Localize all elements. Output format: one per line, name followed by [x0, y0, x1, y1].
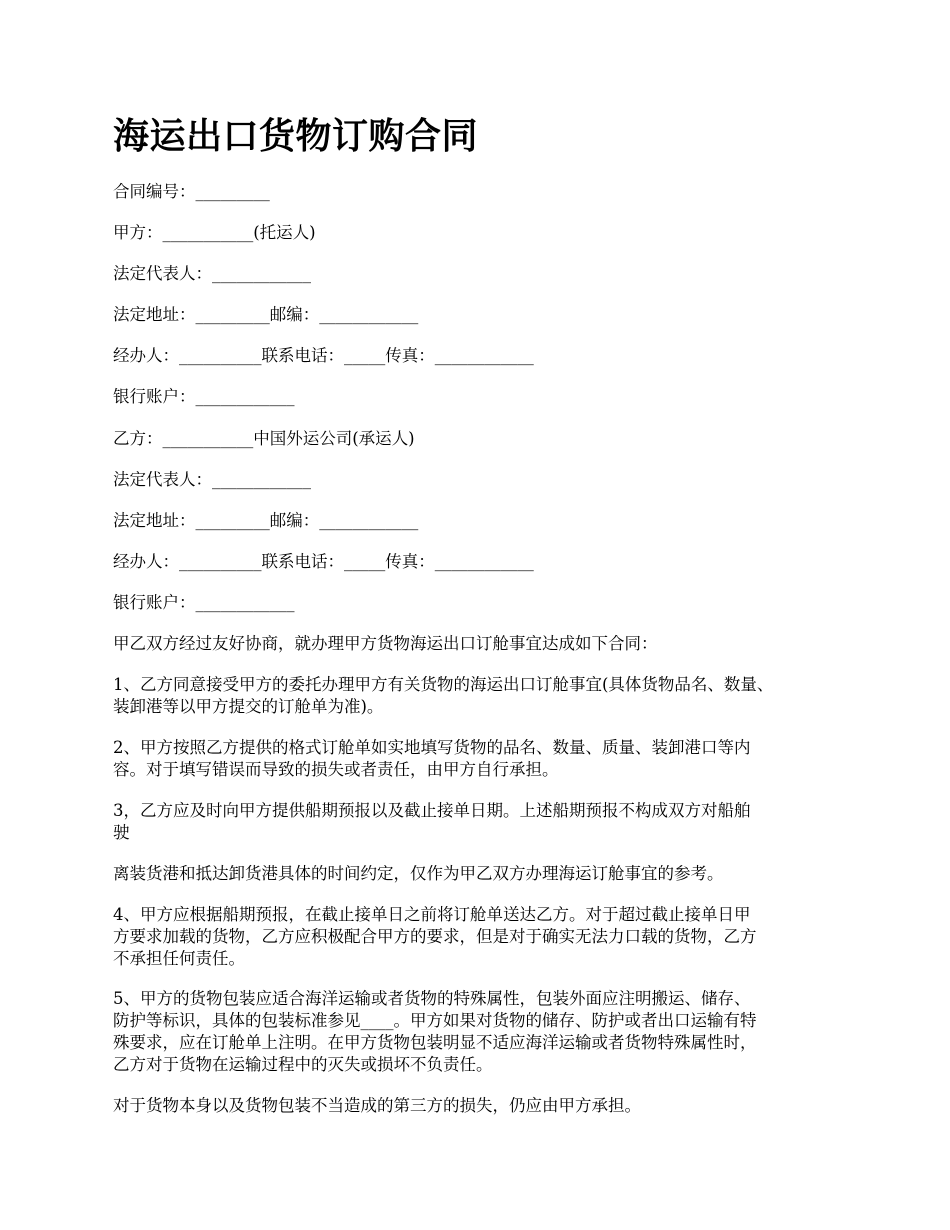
clause-line: 方要求加载的货物，乙方应积极配合甲方的要求，但是对于确实无法力口载的货物，乙方: [113, 927, 757, 946]
clause-line: 2、甲方按照乙方提供的格式订舱单如实地填写货物的品名、数量、质量、装卸港口等内: [113, 738, 751, 757]
clause-line: 3，乙方应及时向甲方提供船期预报以及截止接单日期。上述船期预报不构成双方对船舶: [113, 801, 751, 820]
document-title: 海运出口货物订购合同: [113, 115, 479, 157]
party-b-contact-field: 经办人：__________联系电话：_____传真：____________: [113, 552, 534, 571]
clause-line: 离装货港和抵达卸货港具体的时间约定，仅作为甲乙双方办理海运订舱事宜的参考。: [113, 864, 724, 883]
party-a-legal-rep-field: 法定代表人：____________: [113, 264, 311, 283]
contract-number-field: 合同编号：_________: [113, 182, 270, 201]
clause-line: 殊要求，应在订舱单上注明。在甲方货物包装明显不适应海洋运输或者货物特殊属性时，: [113, 1033, 757, 1052]
clause-4: [113, 904, 853, 970]
clause-line: 不承担任何责任。: [113, 949, 245, 968]
party-a-contact-field: 经办人：__________联系电话：_____传真：____________: [113, 346, 534, 365]
clause-5: [113, 988, 853, 1076]
clause-1: [113, 674, 853, 718]
clause-line: 容。对于填写错误而导致的损失或者责任，由甲方自行承担。: [113, 760, 559, 779]
party-b-field: 乙方：___________中国外运公司(承运人): [113, 429, 415, 448]
party-b-legal-rep-field: 法定代表人：____________: [113, 470, 311, 489]
closing-paragraph: [113, 1095, 853, 1117]
party-b-address-field: 法定地址：_________邮编：____________: [113, 511, 419, 530]
intro-paragraph: 甲乙双方经过友好协商，就办理甲方货物海运出口订舱事宜达成如下合同：: [113, 634, 658, 653]
clause-line: 装卸港等以甲方提交的订舱单为准)。: [113, 697, 384, 716]
clause-line: 驶: [113, 823, 130, 842]
party-a-field: 甲方：___________(托运人): [113, 223, 316, 242]
clause-line: 5、甲方的货物包装应适合海洋运输或者货物的特殊属性，包装外面应注明搬运、储存、: [113, 989, 751, 1008]
party-b-bank-field: 银行账户：____________: [113, 593, 295, 612]
clause-line: 对于货物本身以及货物包装不当造成的第三方的损失，仍应由甲方承担。: [113, 1096, 641, 1115]
clause-line: 1、乙方同意接受甲方的委托办理甲方有关货物的海运出口订舱事宜(具体货物品名、数量、: [113, 675, 774, 694]
clause-3-continued: [113, 863, 853, 885]
clause-line: 乙方对于货物在运输过程中的灭失或损坏不负责任。: [113, 1055, 493, 1074]
party-a-address-field: 法定地址：_________邮编：____________: [113, 305, 419, 324]
clause-line: 4、甲方应根据船期预报，在截止接单日之前将订舱单送达乙方。对于超过截止接单日甲: [113, 905, 751, 924]
clause-2: [113, 737, 853, 781]
party-a-bank-field: 银行账户：____________: [113, 387, 295, 406]
clause-line: 防护等标识，具体的包装标准参见____。甲方如果对货物的储存、防护或者出口运输有特: [113, 1011, 757, 1030]
clause-3: [113, 800, 853, 844]
